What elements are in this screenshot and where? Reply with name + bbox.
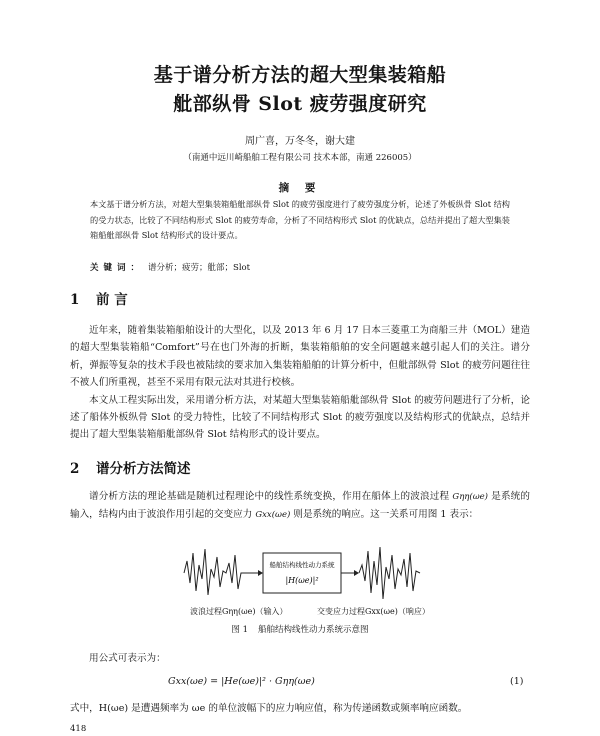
formula-1: Gxx(ωe) = |He(ωe)|² · Gηη(ωe): [168, 676, 315, 687]
output-stress-signal: [359, 547, 420, 599]
formula-explanation: 式中，H(ωe) 是遭遇频率为 ωe 的单位波幅下的应力响应值，称为传递函数或频率响应函数。: [70, 703, 468, 714]
figure-input-label: 波浪过程Gηη(ωe)（输入）: [190, 607, 288, 616]
figure-output-label: 交变应力过程Gxx(ωe)（响应）: [317, 607, 430, 616]
keywords-label: 关键词：: [90, 263, 145, 273]
abstract-heading: 摘 要: [278, 182, 322, 194]
input-wave-signal: [184, 549, 244, 595]
linear-system-figure: [182, 543, 422, 605]
formula-number: (1): [510, 676, 524, 687]
system-box: [263, 553, 341, 593]
section1-body: [70, 322, 530, 444]
section2-p1-part-c: 则是系统的响应。这一关系可用图 1 表示：: [293, 509, 479, 521]
section2-title: 谱分析方法简述: [96, 461, 191, 477]
section1-heading: [70, 288, 128, 308]
keywords-list: 谱分析；疲劳；舭部；Slot: [148, 263, 251, 273]
system-box-label: 船舶结构线性动力系统: [269, 561, 335, 569]
section1-title: 前 言: [96, 292, 128, 308]
section1-paragraph-1: 近年来，随着集装箱船舶设计的大型化，以及 2013 年 6 月 17 日本三菱重工为商船三井（MOL）建造的超大型集装箱船“Comfort”号在也门外海的折断，集装箱船舶的安全问题越来越引起人们的关注。谱分析，弹振等复杂的技术手段也被陆续的要求加入集装箱船舶的计算分析中，但舭部纵骨 Slot 的疲劳问题往往不被人们所重视，甚至不采用有限元法对其进行校核。: [70, 325, 530, 389]
stress-spectrum-symbol: Gxx(ωe): [255, 510, 291, 521]
input-arrow-head: [258, 570, 263, 576]
wave-spectrum-symbol: Gηη(ωe): [452, 492, 488, 502]
section2-body: [70, 488, 530, 525]
figure-caption: [0, 623, 600, 635]
abstract-text: 本文基于谱分析方法，对超大型集装箱船舭部纵骨 Slot 的疲劳强度进行了疲劳强度分析，论述了外板纵骨 Slot 结构的受力状态，比较了不同结构形式 Slot 的疲劳寿命，分析了不同结构形式 Slot 的优缺点，总结并提出了超大型集装箱船舭部纵骨 Slot 结构形式的设计要点。: [90, 199, 510, 240]
figure-caption-number: 图 1: [231, 625, 249, 635]
section2-p1-part-a: 谱分析方法的理论基础是随机过程理论中的线性系统变换，作用在船体上的波浪过程: [89, 491, 450, 502]
section1-number: 1: [70, 292, 80, 308]
page-number: 418: [70, 724, 87, 734]
paper-title-line1: 基于谱分析方法的超大型集装箱船: [153, 64, 447, 86]
paper-title-line2: 舭部纵骨 Slot 疲劳强度研究: [173, 93, 427, 115]
section2-number: 2: [70, 461, 80, 477]
section2-p1-part-b: 是系统的输入，结构内由于波浪作用引起的交变应力: [70, 491, 531, 521]
section2-heading: [70, 457, 191, 477]
keywords: [90, 261, 510, 273]
figure-caption-text: 船舶结构线性动力系统示意图: [258, 625, 369, 635]
authors: 周广喜，万冬冬，谢大建: [245, 136, 355, 147]
output-arrow-head: [354, 570, 359, 576]
system-box-formula: |H(ωe)|²: [285, 576, 319, 585]
section1-paragraph-2: 本文从工程实际出发，采用谱分析方法，对某超大型集装箱船舭部纵骨 Slot 的疲劳问题进行了分析，论述了船体外板纵骨 Slot 的受力特性，比较了不同结构形式 Slot 的疲劳强度以及结构形式的优缺点，总结并提出了超大型集装箱船舭部纵骨 Slot 结构形式的设计要点。: [70, 394, 530, 441]
affiliation: （南通中远川崎船舶工程有限公司 技术本部，南通 226005）: [183, 153, 417, 163]
formula-intro: 用公式可表示为：: [89, 653, 166, 664]
section2-paragraph-1: [70, 488, 530, 525]
